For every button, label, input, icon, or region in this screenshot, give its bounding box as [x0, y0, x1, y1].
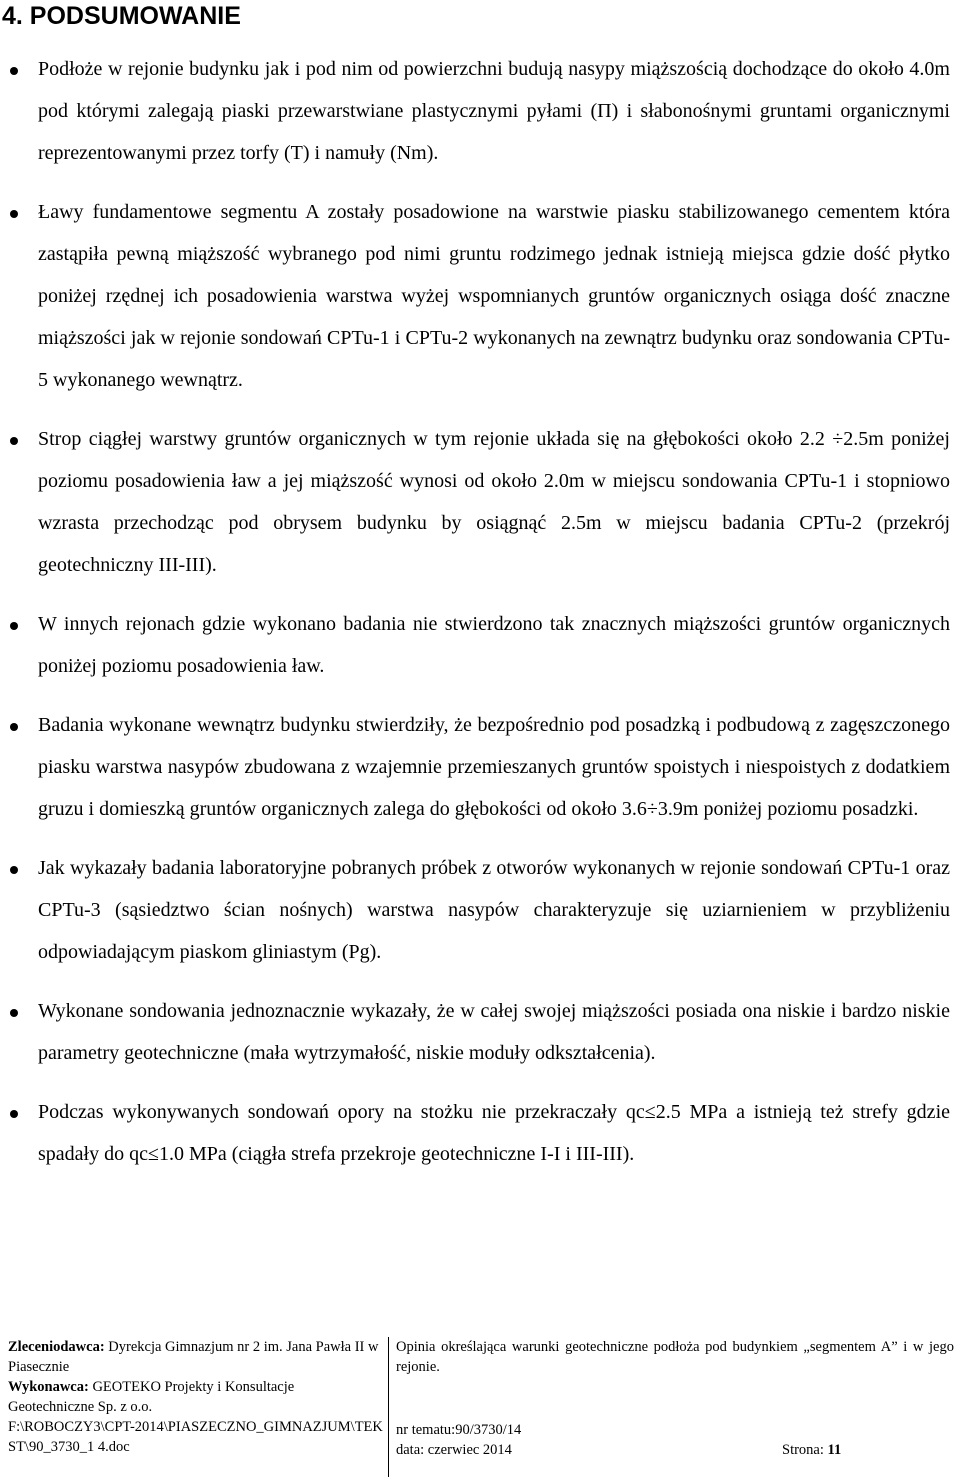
- bullet-item: [0, 418, 960, 586]
- document-description: Opinia określająca warunki geotechniczne podłoża pod budynkiem „segmentem A” i w jego rejonie.: [396, 1339, 954, 1375]
- bullet-text: Podczas wykonywanych sondowań opory na stożku nie przekraczały qc≤2.5 MPa a istnieją też strefy gdzie spadały do qc≤1.0 MPa (ciągła strefa przekroje geotechniczne I-I i III-III).: [38, 1101, 950, 1165]
- bullet-item: [0, 847, 960, 973]
- bullet-item: [0, 990, 960, 1074]
- bullet-text: Podłoże w rejonie budynku jak i pod nim od powierzchni budują nasypy miąższością dochodzące do około 4.0m pod którymi zalegają piaski przewarstwiane plastycznymi pyłami (Π) i słabonośnymi gruntami organicznymi reprezentowanymi przez torfy (T) i namuły (Nm).: [38, 58, 950, 164]
- page-number: 11: [827, 1442, 842, 1458]
- bullet-icon: [10, 210, 18, 218]
- contractor-label: Wykonawca:: [8, 1379, 89, 1395]
- contractor-value: GEOTEKO Projekty i Konsultacje Geotechniczne Sp. z o.o.: [8, 1379, 295, 1415]
- client-label: Zleceniodawca:: [8, 1339, 105, 1355]
- page-indicator: [782, 1440, 841, 1460]
- document-date: data: czerwiec 2014: [396, 1442, 512, 1458]
- bullet-icon: [10, 866, 18, 874]
- bullet-item: [0, 191, 960, 401]
- bullet-text: Strop ciągłej warstwy gruntów organicznych w tym rejonie układa się na głębokości około 2.2 ÷2.5m poniżej poziomu posadowienia ław a jej miąższość wynosi od około 2.0m w miejscu sondowania CPTu-1 i stopniowo wzrasta przechodząc pod obrysem budynku by osiągnąć 2.5m w miejscu badania CPTu-2 (przekrój geotechniczny III-III).: [38, 428, 950, 576]
- file-path: F:\ROBOCZY3\CPT-2014\PIASZECZNO_GIMNAZJUM\TEKST\90_3730_1 4.doc: [8, 1419, 383, 1455]
- section-heading: 4. PODSUMOWANIE: [2, 2, 241, 30]
- bullet-icon: [10, 67, 18, 75]
- bullet-item: [0, 48, 960, 174]
- footer-left-block: [8, 1337, 383, 1457]
- bullet-icon: [10, 437, 18, 445]
- bullet-icon: [10, 1009, 18, 1017]
- bullet-text: Badania wykonane wewnątrz budynku stwierdziły, że bezpośrednio pod posadzką i podbudową z zagęszczonego piasku warstwa nasypów zbudowana z wzajemnie przemieszanych gruntów spoistych i niespoistych z dodatkiem gruzu i domieszką gruntów organicznych zalega do głębokości od około 3.6÷3.9m poniżej poziomu posadzki.: [38, 714, 950, 820]
- bullet-text: Ławy fundamentowe segmentu A zostały posadowione na warstwie piasku stabilizowanego cementem która zastąpiła pewną miąższość wybranego pod nimi gruntu rodzimego jednak istnieją miejsca gdzie dość płytko poniżej rzędnej ich posadowienia warstwa wyżej wspomnianych gruntów organicznych osiąga dość znaczne miąższości jak w rejonie sondowań CPTu-1 i CPTu-2 wykonanych na zewnątrz budynku oraz sondowania CPTu-5 wykonanego wewnątrz.: [38, 201, 950, 391]
- bullet-icon: [10, 1110, 18, 1118]
- bullet-item: [0, 1091, 960, 1175]
- footer-right-block: [396, 1337, 954, 1477]
- topic-number: nr tematu:90/3730/14: [396, 1422, 522, 1438]
- page-footer: [8, 1337, 954, 1477]
- footer-divider: [388, 1337, 389, 1477]
- bullet-item: [0, 603, 960, 687]
- client-value: Dyrekcja Gimnazjum nr 2 im. Jana Pawła II w Piasecznie: [8, 1339, 379, 1375]
- bullet-text: Wykonane sondowania jednoznacznie wykazały, że w całej swojej miąższości posiada ona niskie i bardzo niskie parametry geotechniczne (mała wytrzymałość, niskie moduły odkształcenia).: [38, 1000, 950, 1064]
- page-label: Strona:: [782, 1442, 828, 1458]
- bullet-icon: [10, 723, 18, 731]
- client-line: [8, 1337, 383, 1377]
- bullet-text: Jak wykazały badania laboratoryjne pobranych próbek z otworów wykonanych w rejonie sondowań CPTu-1 oraz CPTu-3 (sąsiedztwo ścian nośnych) warstwa nasypów charakteryzuje się uziarnieniem w przybliżeniu odpowiadającym piaskom gliniastym (Pg).: [38, 857, 950, 963]
- bullet-item: [0, 704, 960, 830]
- bullet-text: W innych rejonach gdzie wykonano badania nie stwierdzono tak znacznych miąższości gruntów organicznych poniżej poziomu posadowienia ław.: [38, 613, 950, 677]
- date-page-row: [396, 1440, 954, 1460]
- contractor-line: [8, 1377, 383, 1417]
- summary-bullet-list: [0, 48, 960, 1192]
- bullet-icon: [10, 622, 18, 630]
